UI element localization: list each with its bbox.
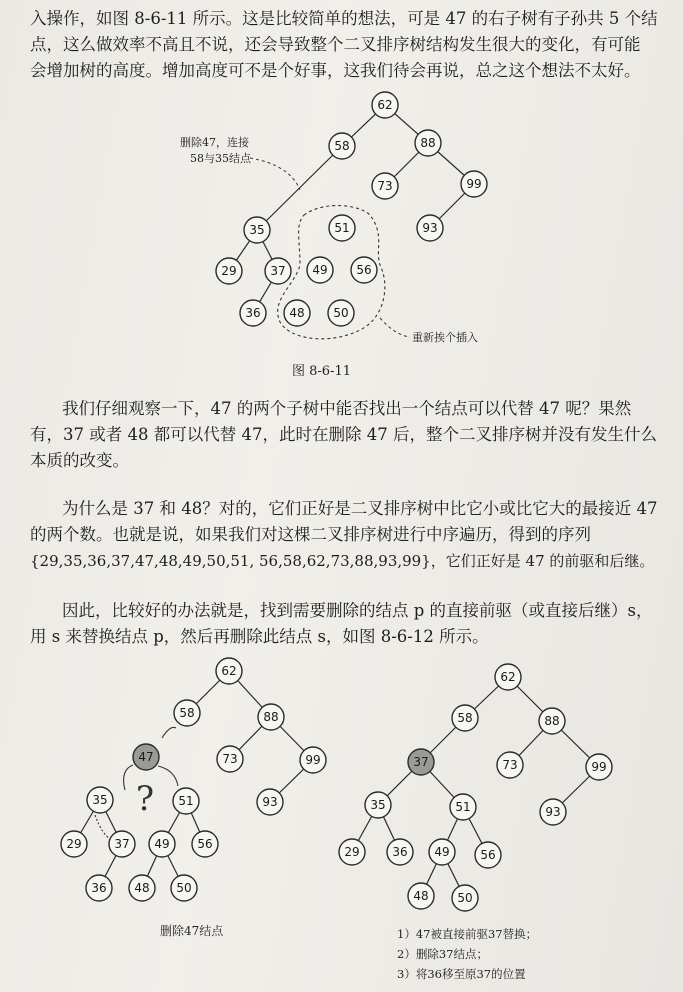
tree-node (258, 704, 284, 730)
tree-node (495, 664, 521, 690)
text-line: 入操作，如图 8-6-11 所示。这是比较简单的想法，可是 47 的右子树有子孙共 5 个结 (30, 9, 658, 28)
annotation-delete-line1: 删除47，连接 (180, 136, 249, 149)
tree-node (540, 799, 566, 825)
tree-node (217, 746, 243, 772)
svg-text:29: 29 (221, 264, 237, 278)
svg-text:36: 36 (245, 306, 261, 320)
tree-node (328, 300, 354, 326)
tree-node (216, 258, 242, 284)
svg-text:49: 49 (154, 837, 170, 851)
svg-text:73: 73 (502, 758, 518, 772)
svg-text:35: 35 (92, 793, 108, 807)
svg-text:56: 56 (197, 837, 213, 851)
text-line: 本质的改变。 (30, 451, 129, 470)
tree-node (86, 875, 112, 901)
tree-node (244, 217, 270, 243)
tree-node (87, 787, 113, 813)
svg-text:73: 73 (377, 179, 393, 193)
text-line: 用 s 来替换结点 p，然后再删除此结点 s，如图 8-6-12 所示。 (30, 627, 489, 646)
figure-8-6-12-left (61, 658, 326, 938)
tree-node (109, 831, 135, 857)
svg-text:88: 88 (420, 136, 436, 150)
tree-node (475, 842, 501, 868)
text-line: 点，这么做效率不高且不说，还会导致整个二叉排序树结构发生很大的变化，有可能 (30, 35, 641, 54)
svg-text:93: 93 (262, 795, 278, 809)
tree-node (586, 754, 612, 780)
svg-text:99: 99 (466, 177, 482, 191)
tree-node (497, 752, 523, 778)
svg-text:58: 58 (457, 711, 473, 725)
svg-text:36: 36 (392, 845, 408, 859)
tree-node (351, 257, 377, 283)
tree-node (174, 700, 200, 726)
svg-text:37: 37 (270, 264, 286, 278)
question-mark: ? (135, 779, 155, 819)
svg-text:48: 48 (289, 306, 305, 320)
tree-node (129, 875, 155, 901)
svg-text:99: 99 (305, 753, 321, 767)
svg-text:48: 48 (413, 889, 429, 903)
step-3: 3）将36移至原37的位置 (397, 967, 526, 981)
tree-node (61, 831, 87, 857)
svg-text:88: 88 (544, 714, 560, 728)
annotation-reinsert: 重新挨个插入 (412, 331, 478, 344)
tree-node (429, 839, 455, 865)
tree-node (173, 788, 199, 814)
tree-node (265, 258, 291, 284)
tree-node (329, 215, 355, 241)
svg-text:50: 50 (457, 891, 473, 905)
tree-node (307, 257, 333, 283)
tree-node (284, 300, 310, 326)
svg-text:35: 35 (249, 223, 265, 237)
text-line: 的两个数。也就是说，如果我们对这棵二叉排序树进行中序遍历，得到的序列 (30, 525, 591, 544)
svg-text:58: 58 (334, 139, 350, 153)
figure-8-6-12-right (339, 664, 612, 981)
figure-caption: 图 8-6-11 (292, 364, 352, 379)
text-line: 我们仔细观察一下，47 的两个子树中能否找出一个结点可以代替 47 呢？果然 (62, 399, 632, 418)
tree-node-deleted (133, 744, 159, 770)
svg-text:50: 50 (176, 881, 192, 895)
text-line: 会增加树的高度。增加高度可不是个好事，这我们待会再说，总之这个想法不太好。 (30, 61, 641, 80)
tree-node (339, 839, 365, 865)
svg-text:50: 50 (333, 306, 349, 320)
annotation-delete-line2: 58与35结点 (190, 152, 251, 165)
tree-node (216, 658, 242, 684)
svg-text:62: 62 (377, 98, 393, 112)
tree-node (149, 831, 175, 857)
tree-node (329, 133, 355, 159)
figure-8-6-11 (180, 92, 487, 379)
svg-text:49: 49 (312, 263, 328, 277)
svg-text:56: 56 (480, 848, 496, 862)
svg-text:37: 37 (114, 837, 130, 851)
svg-text:29: 29 (66, 837, 82, 851)
svg-text:51: 51 (178, 794, 194, 808)
tree-node (415, 130, 441, 156)
text-line: 为什么是 37 和 48？对的，它们正好是二叉排序树中比它小或比它大的最接近 47 (62, 499, 658, 518)
tree-node (300, 747, 326, 773)
tree-node (461, 171, 487, 197)
tree-node-replaced (408, 749, 434, 775)
tree-node (417, 215, 443, 241)
tree-node (372, 92, 398, 118)
svg-text:36: 36 (91, 881, 107, 895)
svg-text:99: 99 (591, 760, 607, 774)
svg-text:29: 29 (344, 845, 360, 859)
tree-node (539, 708, 565, 734)
svg-text:51: 51 (455, 800, 471, 814)
tree-node (171, 875, 197, 901)
svg-text:47: 47 (138, 750, 154, 764)
text-line: {29,35,36,37,47,48,49,50,51, 56,58,62,73,88,93,99}，它们正好是 47 的前驱和后继。 (30, 552, 655, 570)
step-1: 1）47被直接前驱37替换； (397, 927, 538, 941)
svg-text:49: 49 (434, 845, 450, 859)
step-2: 2）删除37结点； (397, 947, 488, 961)
svg-text:93: 93 (422, 221, 438, 235)
tree-node (450, 794, 476, 820)
tree-node (452, 885, 478, 911)
tree-node (372, 173, 398, 199)
svg-text:93: 93 (545, 805, 561, 819)
tree-node (192, 831, 218, 857)
tree-node (408, 883, 434, 909)
svg-text:56: 56 (356, 263, 372, 277)
svg-text:62: 62 (221, 664, 237, 678)
svg-text:62: 62 (500, 670, 516, 684)
left-caption: 删除47结点 (160, 924, 224, 938)
tree-node (240, 300, 266, 326)
svg-text:48: 48 (134, 881, 150, 895)
svg-text:58: 58 (179, 706, 195, 720)
tree-node (452, 705, 478, 731)
tree-node (257, 789, 283, 815)
text-line: 有，37 或者 48 都可以代替 47，此时在删除 47 后，整个二叉排序树并没有发生什么 (30, 425, 657, 444)
svg-text:73: 73 (222, 752, 238, 766)
svg-text:35: 35 (370, 798, 386, 812)
tree-node (387, 839, 413, 865)
svg-text:37: 37 (413, 755, 429, 769)
tree-node (365, 792, 391, 818)
svg-text:88: 88 (263, 710, 279, 724)
svg-text:51: 51 (334, 221, 350, 235)
text-line: 因此，比较好的办法就是，找到需要删除的结点 p 的直接前驱（或直接后继）s， (62, 601, 653, 620)
